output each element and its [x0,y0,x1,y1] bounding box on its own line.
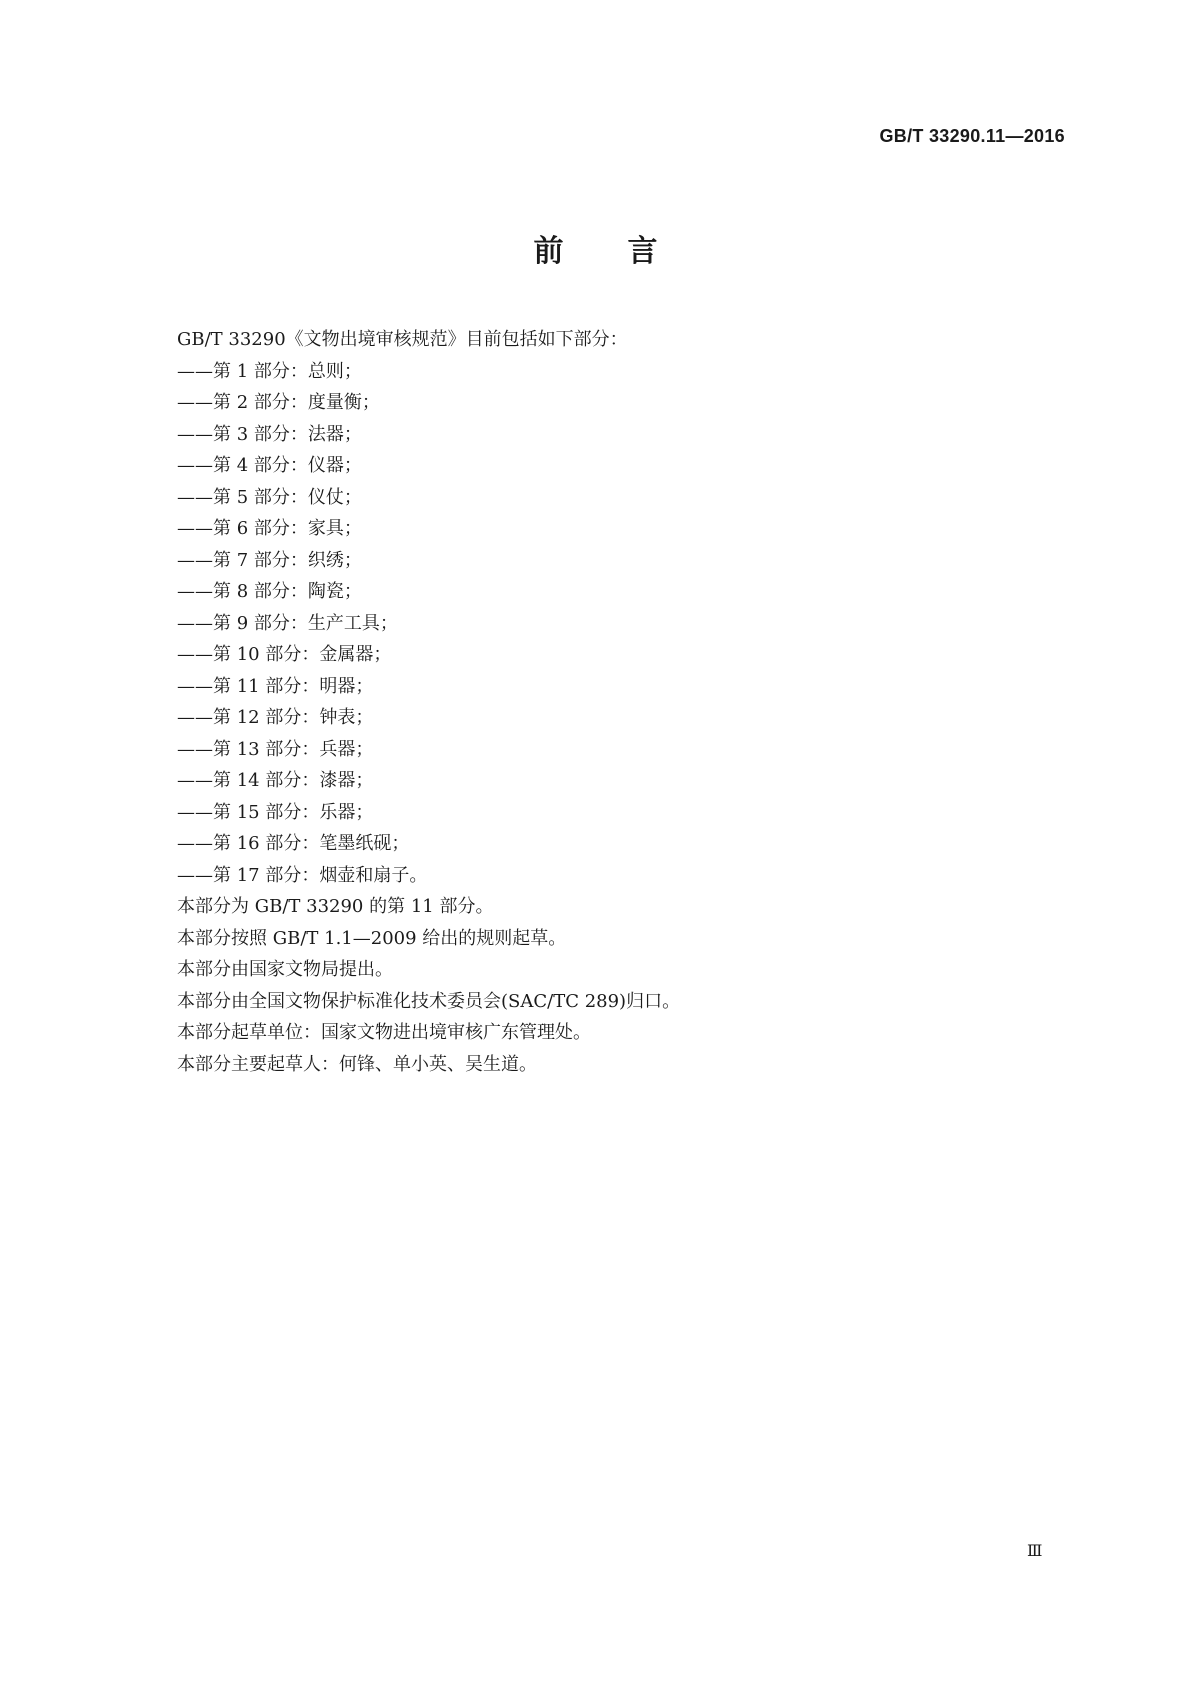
foreword-body [177,324,1037,1080]
list-item: ——第 2 部分：度量衡； [177,392,380,413]
list-item: ——第 11 部分：明器； [177,675,374,697]
list-item: ——第 10 部分：金属器； [177,644,392,665]
list-item: ——第 8 部分：陶瓷； [177,581,362,602]
statement-drafting-rules: 本部分按照 GB/T 1.1—2009 给出的规则起草。 [177,927,567,949]
list-item: ——第 13 部分：兵器； [177,738,374,760]
list-item: ——第 14 部分：漆器； [177,770,374,791]
statement-drafters: 本部分主要起草人：何锋、单小英、吴生道。 [177,1053,537,1075]
list-item: ——第 12 部分：钟表； [177,707,374,728]
page-title: 前言 [533,234,722,269]
list-item: ——第 1 部分：总则； [177,360,362,382]
list-item: ——第 15 部分：乐器； [177,801,374,823]
statement-part-number: 本部分为 GB/T 33290 的第 11 部分。 [177,896,494,917]
statement-proposer: 本部分由国家文物局提出。 [177,959,393,980]
list-item: ——第 6 部分：家具； [177,518,362,539]
page-number: Ⅲ [1027,1543,1043,1560]
list-item: ——第 16 部分：笔墨纸砚； [177,833,410,854]
list-item: ——第 9 部分：生产工具； [177,612,398,634]
statement-committee: 本部分由全国文物保护标准化技术委员会(SAC/TC 289)归口。 [177,990,681,1012]
list-item: ——第 4 部分：仪器； [177,455,362,476]
list-item: ——第 17 部分：烟壶和扇子。 [177,864,428,886]
statement-drafting-unit: 本部分起草单位：国家文物进出境审核广东管理处。 [177,1022,591,1043]
standard-code: GB/T 33290.11—2016 [879,126,1065,146]
statements [177,891,1037,1080]
list-item: ——第 5 部分：仪仗； [177,486,362,508]
intro-line: GB/T 33290《文物出境审核规范》目前包括如下部分： [177,329,628,350]
parts-list [177,356,1037,892]
list-item: ——第 3 部分：法器； [177,423,362,445]
list-item: ——第 7 部分：织绣； [177,549,362,571]
